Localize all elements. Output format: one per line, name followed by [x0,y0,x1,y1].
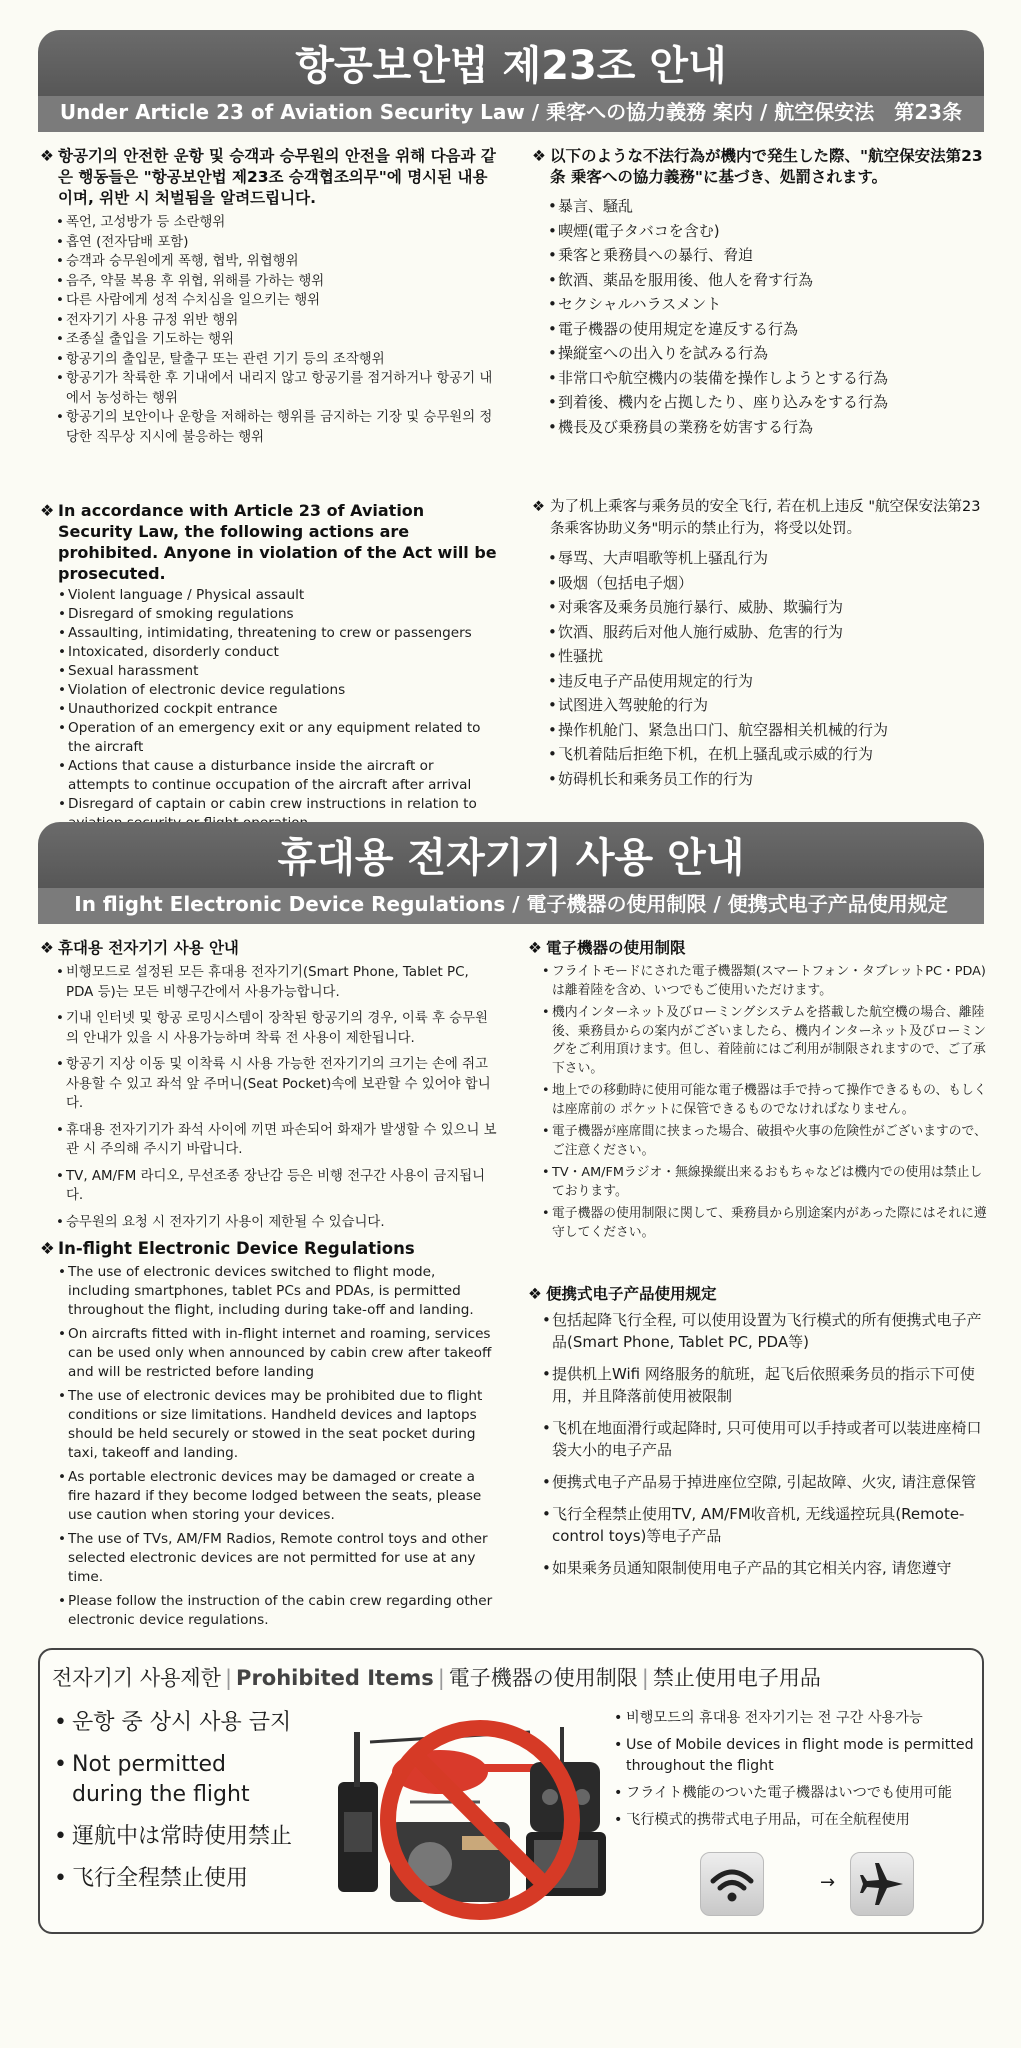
list-item: • Violent language / Physical assault [58,586,498,605]
prohibited-right-list [614,1708,974,1837]
section1-ko-heading: ❖ 항공기의 안전한 운항 및 승객과 승무원의 안전을 위해 다음과 같은 행동들은 "항공보안법 제23조 승객협조의무"에 명시된 내용이며, 위반 시 처벌됨을 알려드립니다. [40,147,496,207]
arrow-right-icon: → [820,1872,836,1893]
list-item: • 전자기기 사용 규정 위반 행위 [56,311,498,331]
list-item: • 飞行全程禁止使用TV, AM/FM收音机, 无线遥控玩具(Remote-control toys)等电子产品 [542,1503,988,1547]
list-item: • 违反电子产品使用规定的行为 [548,669,987,694]
list-item: • 기내 인터넷 및 항공 로밍시스템이 장착된 항공기의 경우, 이륙 후 승무원의 안내가 있을 시 사용가능하며 착륙 전 사용이 제한됩니다. [56,1009,498,1048]
list-item: • TV・AM/FMラジオ・無線操縦出来るおもちゃなどは機内での使用は禁止しております。 [542,1164,988,1201]
section2-ko-heading: ❖ 휴대용 전자기기 사용 안내 [40,939,239,957]
section1-banner [38,30,984,128]
diamond-bullet-icon: ❖ [40,147,54,165]
list-item: • 乗客と乗務員への暴行、脅迫 [548,243,987,268]
list-item: • セクシャルハラスメント [548,292,987,317]
section2-jp-heading: ❖ 電子機器の使用制限 [528,939,686,957]
list-item: • 地上での移動時に使用可能な電子機器は手で持って操作できるもの、もしくは座席前の ポケットに保管できるものでなければなりません。 [542,1082,988,1119]
section1-cn [532,496,987,791]
section2-en [40,1238,500,1635]
list-item: • Please follow the instruction of the cabin crew regarding other electronic device regulations. [58,1592,500,1630]
section1-jp-list [532,194,987,439]
section1-en-heading: ❖ In accordance with Article 23 of Aviation Security Law, the following actions are prohibited. Anyone in violation of the Act will be prosecuted. [40,501,497,583]
list-item: • 다른 사람에게 성적 수치심을 일으키는 행위 [56,291,498,311]
list-item: • 항공기의 보안이나 운항을 저해하는 행위를 금지하는 기장 및 승무원의 정당한 직무상 지시에 불응하는 행위 [56,408,498,447]
list-item: • 運航中は常時使用禁止 [54,1822,302,1852]
list-item: • 到着後、機内を占拠したり、座り込みをする行為 [548,390,987,415]
list-item: • Violation of electronic device regulations [58,681,498,700]
list-item: • 電子機器が座席間に挟まった場合、破損や火事の危険性がございますので、ご注意ください。 [542,1123,988,1160]
section2-en-heading: ❖ In-flight Electronic Device Regulations [40,1239,415,1258]
diamond-bullet-icon: ❖ [528,939,542,957]
prohibited-items-title: 전자기기 사용제한 | Prohibited Items | 電子機器の使用制限 | 禁止使用电子用品 [52,1666,821,1690]
section1-ko-list [40,213,498,447]
list-item: • 饮酒、服药后对他人施行威胁、危害的行为 [548,620,987,645]
list-item: • フライトモードにされた電子機器類(スマートフォン・タブレットPC・PDA)は離着陸を含め、いつでもご使用いただけます。 [542,963,988,1000]
airplane-icon [850,1852,914,1916]
list-item: • On aircrafts fitted with in-flight internet and roaming, services can be used only when announced by cabin crew after takeoff and will be restricted before landing [58,1325,500,1382]
list-item: • Sexual harassment [58,662,498,681]
section2-title: 휴대용 전자기기 사용 안내 [277,835,745,881]
list-item: • 飞行模式的携带式电子用品，可在全航程使用 [614,1810,974,1831]
list-item: • 飞行全程禁止使用 [54,1864,302,1894]
wifi-icon [700,1852,764,1916]
section1-en-list [40,586,498,833]
section2-cn [528,1284,988,1589]
list-item: • 如果乘务员通知限制使用电子产品的其它相关内容, 请您遵守 [542,1557,988,1579]
list-item: • 暴言、騒乱 [548,194,987,219]
list-item: • 승객과 승무원에게 폭행, 협박, 위협행위 [56,252,498,272]
list-item: • 비행모드의 휴대용 전자기기는 전 구간 사용가능 [614,1708,974,1729]
list-item: • フライト機能のついた電子機器はいつでも使用可能 [614,1783,974,1804]
list-item: • 흡연 (전자담배 포함) [56,233,498,253]
list-item: • 吸烟（包括电子烟） [548,571,987,596]
section2-en-list [40,1263,500,1630]
list-item: • 機長及び乗務員の業務を妨害する行為 [548,415,987,440]
list-item: • Operation of an emergency exit or any equipment related to the aircraft [58,719,498,757]
section1-cn-list [532,546,987,791]
list-item: • Intoxicated, disorderly conduct [58,643,498,662]
list-item: • 항공기 지상 이동 및 이착륙 시 사용 가능한 전자기기의 크기는 손에 쥐고 사용할 수 있고 좌석 앞 주머니(Seat Pocket)속에 보관할 수 있어야 합니다. [56,1055,498,1114]
section2-cn-heading: ❖ 便携式电子产品使用规定 [528,1285,717,1303]
diamond-bullet-icon: ❖ [528,1285,542,1303]
list-item: • 非常口や航空機内の装備を操作しようとする行為 [548,366,987,391]
diamond-bullet-icon: ❖ [40,501,55,520]
walkie-talkie-icon [338,1732,378,1892]
section2-banner [38,822,984,920]
list-item: • 승무원의 요청 시 전자기기 사용이 제한될 수 있습니다. [56,1213,498,1233]
section2-ko-list [40,963,498,1232]
list-item: • 휴대용 전자기기가 좌석 사이에 끼면 파손되어 화재가 발생할 수 있으니 보관 시 주의해 주시기 바랍니다. [56,1121,498,1160]
section1-jp-heading: ❖ 以下のような不法行為が機内で発生した際、"航空保安法第23条 乗客への協力義務"に基づき、処罰されます。 [532,147,983,186]
section1-title: 항공보안법 제23조 안내 [295,43,727,89]
list-item: • 電子機器の使用制限に関して、乗務員から別途案内があった際にはそれに遵守してください。 [542,1205,988,1242]
list-item: • 飲酒、薬品を服用後、他人を脅す行為 [548,268,987,293]
prohibited-left-list [54,1708,302,1906]
list-item: • Use of Mobile devices in flight mode is permitted throughout the flight [614,1735,974,1777]
diamond-bullet-icon: ❖ [532,147,546,165]
list-item: • Disregard of captain or cabin crew instructions in relation to [58,795,498,833]
list-item: • 飞机在地面滑行或起降时, 只可使用可以手持或者可以装进座椅口袋大小的电子产品 [542,1417,988,1461]
list-item: • 電子機器の使用規定を違反する行為 [548,317,987,342]
list-item: • 운항 중 상시 사용 금지 [54,1708,302,1738]
section2-jp [528,938,988,1246]
list-item: • 对乘客及乘务员施行暴行、威胁、欺骗行为 [548,595,987,620]
section2-jp-list [528,963,988,1242]
list-item: • 便携式电子产品易于掉进座位空隙, 引起故障、火灾, 请注意保管 [542,1471,988,1493]
list-item: • As portable electronic devices may be damaged or create a fire hazard if they become lodged between the seats, please use caution when storing your devices. [58,1468,500,1525]
section1-ko [40,146,498,447]
diamond-bullet-icon: ❖ [40,1239,55,1258]
list-item: • 항공기의 출입문, 탈출구 또는 관련 기기 등의 조작행위 [56,350,498,370]
section1-subtitle: Under Article 23 of Aviation Security Law / 乗客への協力義務 案内 / 航空保安法 第23条 [38,96,984,132]
list-item: • 機内インターネット及びローミングシステムを搭載した航空機の場合、離陸後、乗務員からの案内がございましたら、機内インターネット及びローミングをご利用頂けます。但し、着陸前にはご利用が制限されますので、ご了承下さい。 [542,1004,988,1078]
list-item: • 항공기가 착륙한 후 기내에서 내리지 않고 항공기를 점거하거나 항공기 내에서 농성하는 행위 [56,369,498,408]
list-item: • 包括起降飞行全程, 可以使用设置为飞行模式的所有便携式电子产品(Smart Phone, Tablet PC, PDA等) [542,1309,988,1353]
diamond-bullet-icon: ❖ [532,499,545,515]
list-item: • 음주, 약물 복용 후 위협, 위해를 가하는 행위 [56,272,498,292]
prohibited-items-box [38,1648,984,1934]
list-item: • 妨碍机长和乘务员工作的行为 [548,767,987,792]
list-item: • 试图进入驾驶舱的行为 [548,693,987,718]
list-item: • 性骚扰 [548,644,987,669]
section2-cn-list [528,1309,988,1579]
section2-ko [40,938,498,1239]
list-item: • 辱骂、大声唱歌等机上骚乱行为 [548,546,987,571]
list-item: • 비행모드로 설정된 모든 휴대용 전자기기(Smart Phone, Tablet PC, PDA 등)는 모든 비행구간에서 사용가능합니다. [56,963,498,1002]
list-item: • Unauthorized cockpit entrance [58,700,498,719]
list-item: • TV, AM/FM 라디오, 무선조종 장난감 등은 비행 전구간 사용이 금지됩니다. [56,1167,498,1206]
list-item: • 조종실 출입을 기도하는 행위 [56,330,498,350]
list-item: • 폭언, 고성방가 등 소란행위 [56,213,498,233]
list-item: • 提供机上Wifi 网络服务的航班，起飞后依照乘务员的指示下可使用，并且降落前使用被限制 [542,1363,988,1407]
list-item: • The use of electronic devices switched to flight mode, including smartphones, tablet PCs and PDAs, is permitted throughout the flight, including during take-off and landing. [58,1263,500,1320]
section1-cn-heading: ❖ 为了机上乘客与乘务员的安全飞行, 若在机上违反 "航空保安法第23条乘客协助义务"明示的禁止行为，将受以处罚。 [532,496,987,540]
list-item: • The use of electronic devices may be prohibited due to flight conditions or size limitations. Handheld devices and laptops should be held securely or stowed in the seat pocket during taxi, takeoff and landing. [58,1387,500,1463]
list-item: • Actions that cause a disturbance inside the aircraft or attempts to continue occupation of the aircraft after arrival [58,757,498,795]
section1-en [40,500,498,833]
section2-subtitle: In flight Electronic Device Regulations / 電子機器の使用制限 / 便携式电子产品使用规定 [38,888,984,924]
list-item: • Assaulting, intimidating, threatening to crew or passengers [58,624,498,643]
list-item: • 操作机舱门、紧急出口门、航空器相关机械的行为 [548,718,987,743]
list-item: • Disregard of smoking regulations [58,605,498,624]
section1-jp [532,146,987,439]
list-item: • The use of TVs, AM/FM Radios, Remote control toys and other selected electronic devices are not permitted for use at any time. [58,1530,500,1587]
list-item: • Not permitted during the flight [54,1750,302,1810]
list-item: • 飞机着陆后拒绝下机，在机上骚乱或示威的行为 [548,742,987,767]
list-item: • 操縦室への出入りを試みる行為 [548,341,987,366]
diamond-bullet-icon: ❖ [40,939,54,957]
prohibited-devices-illustration [330,1712,630,1922]
list-item: • 喫煙(電子タバコを含む) [548,219,987,244]
